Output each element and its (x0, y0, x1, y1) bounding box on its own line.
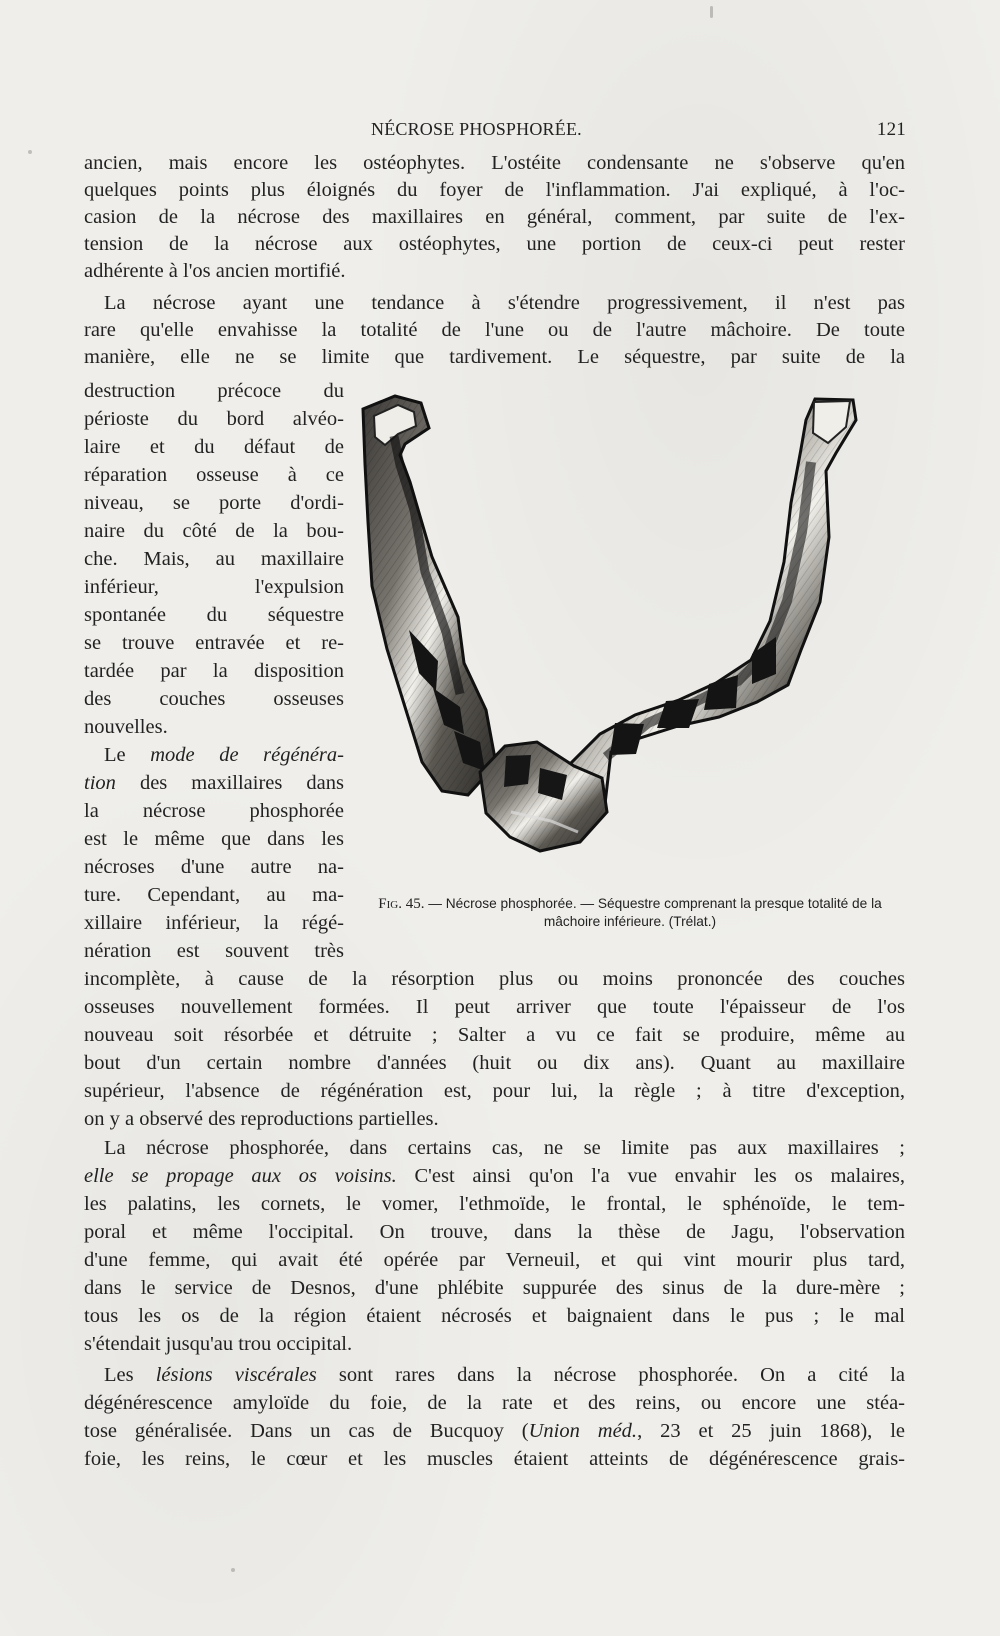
text-line: La nécrose ayant une tendance à s'étendre progressivement, il n'est pas (104, 292, 905, 314)
text-line: réparation osseuse à ce (84, 464, 344, 486)
text-line: elle se propage aux os voisins. C'est ainsi qu'on l'a vue envahir les os malaires, (84, 1165, 906, 1187)
text-line: niveau, se porte d'ordi- (84, 492, 344, 514)
text-line: naire du côté de la bou- (84, 520, 344, 542)
text-line: Les lésions viscérales sont rares dans la nécrose phosphorée. On a cité la (104, 1364, 905, 1386)
text-line: les palatins, les cornets, le vomer, l'ethmoïde, le frontal, le sphénoïde, le tem- (84, 1193, 905, 1215)
figure-label: Fig. 45. (378, 896, 425, 912)
text-line: destruction précoce du (84, 380, 344, 402)
text-line: inférieur, l'expulsion (84, 576, 344, 598)
text-line: tardée par la disposition (84, 660, 344, 682)
text-line: d'une femme, qui avait été opérée par Verneuil, et qui vint mourir plus tard, (84, 1249, 905, 1271)
text-line: ture. Cependant, au ma- (84, 884, 344, 906)
text-line: laire et du défaut de (84, 436, 344, 458)
text-line: xillaire inférieur, la régé- (84, 912, 344, 934)
text-line: Le mode de régénéra- (104, 744, 344, 766)
paper-speck (28, 150, 32, 154)
text-line: tose généralisée. Dans un cas de Bucquoy (Union méd., 23 et 25 juin 1868), le (84, 1420, 906, 1442)
text-line: che. Mais, au maxillaire (84, 548, 344, 570)
text-line: nécroses d'une autre na- (84, 856, 344, 878)
text-line: on y a observé des reproductions partielles. (84, 1108, 439, 1130)
paper-mark (710, 6, 713, 18)
text-line: manière, elle ne se limite que tardivement. Le séquestre, par suite de la (84, 346, 905, 368)
left-mandible-branch (363, 396, 496, 795)
text-line: La nécrose phosphorée, dans certains cas, ne se limite pas aux maxillaires ; (104, 1137, 905, 1159)
text-line: casion de la nécrose des maxillaires en général, comment, par suite de l'ex- (84, 206, 905, 228)
right-mandible-branch (550, 399, 856, 839)
text-line: dans le service de Desnos, d'une phlébite suppurée des sinus de la dure-mère ; (84, 1277, 905, 1299)
figure-caption (355, 895, 905, 931)
running-title: NÉCROSE PHOSPHORÉE. (371, 119, 582, 139)
text-line: est le même que dans les (84, 828, 344, 850)
text-line: se trouve entravée et re- (84, 632, 344, 654)
text-line: nération est souvent très (84, 940, 344, 962)
page-number: 121 (876, 119, 906, 140)
text-line: nouveau soit résorbée et détruite ; Salter a vu ce fait se produire, même au (84, 1024, 905, 1046)
paper-speck (231, 1568, 235, 1572)
text-line: rare qu'elle envahisse la totalité de l'une ou de l'autre mâchoire. De toute (84, 319, 905, 341)
text-line: incomplète, à cause de la résorption plus ou moins prononcée des couches (84, 968, 905, 990)
text-line: la nécrose phosphorée (84, 800, 344, 822)
text-line: foie, les reins, le cœur et les muscles étaient atteints de dégénérescence grais- (84, 1448, 905, 1470)
text-line: poral et même l'occipital. On trouve, dans la thèse de Jagu, l'observation (84, 1221, 905, 1243)
text-line: supérieur, l'absence de régénération est, pour lui, la règle ; à titre d'exception, (84, 1080, 905, 1102)
text-line: dégénérescence amyloïde du foie, de la rate et des reins, ou encore une stéa- (84, 1392, 905, 1414)
text-line: périoste du bord alvéo- (84, 408, 344, 430)
text-line: tension de la nécrose aux ostéophytes, une portion de ceux-ci peut rester (84, 233, 905, 255)
text-line: adhérente à l'os ancien mortifié. (84, 260, 346, 282)
figure-caption-text: — Nécrose phosphorée. — Séquestre comprenant la presque totalité de la mâchoire inférieure. (Trélat.) (428, 896, 882, 929)
text-line: spontanée du séquestre (84, 604, 344, 626)
text-line: s'étendait jusqu'au trou occipital. (84, 1333, 353, 1355)
text-line: bout d'un certain nombre d'années (huit ou dix ans). Quant au maxillaire (84, 1052, 905, 1074)
running-header (84, 119, 906, 147)
text-line: nouvelles. (84, 716, 168, 738)
text-line: tion des maxillaires dans (84, 772, 344, 794)
text-line: quelques points plus éloignés du foyer de l'inflammation. J'ai expliqué, à l'oc- (84, 179, 905, 201)
text-line: ancien, mais encore les ostéophytes. L'ostéite condensante ne s'observe qu'en (84, 152, 905, 174)
text-line: osseuses nouvellement formées. Il peut arriver que toute l'épaisseur de l'os (84, 996, 905, 1018)
text-line: des couches osseuses (84, 688, 344, 710)
mandible-sequestrum-illustration (360, 392, 900, 892)
text-line: tous les os de la région étaient nécrosés et baignaient dans le pus ; le mal (84, 1305, 905, 1327)
